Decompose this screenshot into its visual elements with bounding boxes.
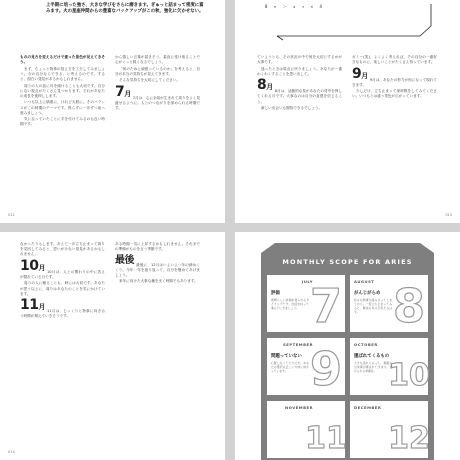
body-column-1: [20, 242, 105, 321]
month-reading: 心配しなくても大丈夫。あなたの選択は正しい方向に向かっています。: [271, 361, 309, 373]
month-reading: 色々な物事が絡み合ってしまうかも。一度立ち止まってみると、解決の糸口が見えるはず。: [354, 298, 392, 314]
paragraph: ガミー(笑)、よくよく考えれば、その自分の一番好きなものに、楽しいことがたくさん待っています。: [352, 55, 437, 65]
month-cell-july: [267, 275, 345, 332]
month-heading-7: 7月: [115, 83, 131, 100]
month-numeral-text: 9: [309, 342, 343, 396]
decorative-frame-line: [235, 0, 460, 60]
page-top-right: [235, 0, 460, 223]
month-reading: 大きな流れにのって、素敵な出来事が運ばれてきます。受け入れる準備を。: [354, 361, 392, 373]
card-notch-top: [261, 243, 434, 253]
decorative-symbols: 8 ✕ ＞ ★ ✦ ✕ 4: [265, 4, 324, 9]
paragraph: [352, 67, 437, 88]
paragraph-text: 9月は、あなたの努力が形になって現れてきます。: [352, 77, 437, 87]
month-numeral-7: [309, 278, 343, 333]
body-column-1: [20, 55, 105, 129]
month-numeral-11: [305, 404, 347, 456]
month-keyword: 運ばれてくるもの: [354, 354, 390, 359]
month-name: SEPTEMBER: [283, 342, 313, 347]
month-name: DECEMBER: [354, 405, 382, 410]
month-heading-10: 10月: [20, 257, 45, 274]
month-keyword: 評価: [271, 291, 280, 296]
paragraph-text: 11月は、じっくりと物事に向き合う時間が増えていきそうです。: [20, 309, 105, 319]
paragraph: から嬉しい言葉が届きそう。素直に受け取ることで心がぐっと軽くなるでしょう。: [115, 55, 200, 65]
paragraph: ある時期一気に上昇するかもしれません。それまでの準備がものを言う季節です。: [115, 242, 200, 252]
body-column-2: [115, 242, 200, 286]
scope-title: MONTHLY SCOPE FOR ARIES: [282, 258, 413, 266]
month-cell-august: [350, 275, 428, 332]
paragraph: 気になっていたことに手を付けてみるのも良い時期です。: [20, 117, 105, 127]
paragraph: 迷ったときは原点に戻りましょう。あなたが一番わくわくすることを思い出して。: [257, 66, 342, 76]
paragraph: [20, 259, 105, 280]
monthly-scope-card: [261, 243, 434, 460]
month-numeral-text: 11: [305, 421, 347, 456]
paragraph-text: 最後に、12月はいよいよ一年の締めくくり。今年一年を振り返って、自分を褒めてあげましょう。: [115, 262, 200, 277]
paragraph: なかったりもします。あえて一歩立ち止まって周りを見回してみると、思いがけない発見があるかもしれません。: [20, 242, 105, 257]
month-numeral-8: [392, 278, 426, 333]
month-heading-11: 11月: [20, 297, 45, 314]
body-column-2: [115, 55, 200, 113]
paragraph: まず、ちょっと物事の捉え方を工夫してみましょう。今の自分ならできる、と考えるのです。すると、面白い発見があるかもしれません。: [20, 66, 105, 82]
body-column-2: [352, 55, 437, 101]
closing-heading: 最後: [115, 254, 134, 266]
center-gutter-horizontal: [0, 223, 460, 232]
page-top-left: [0, 0, 225, 223]
month-numeral-text: 12: [388, 421, 430, 456]
month-numeral-9: [309, 341, 343, 396]
paragraph: [115, 85, 200, 111]
month-cell-october: [350, 338, 428, 395]
paragraph: いつも以上に慎重に、けれど大胆に。そのバランスがこの時期のテーマです。焦らずに一歩ずつ前へ進みましょう。: [20, 100, 105, 115]
month-cell-december: [350, 401, 428, 458]
paragraph: [20, 298, 105, 319]
month-heading-9: 9月: [352, 65, 368, 82]
paragraph: ていようとも、その状況の中で何を大切にするかが大事です。: [257, 55, 342, 65]
paragraph-text: 10月は、人との関わりの中に答えが隠れている月です。: [20, 269, 105, 279]
month-name: OCTOBER: [354, 342, 378, 347]
page-number: 012: [8, 213, 15, 217]
paragraph: 周りの人の話に耳を傾けることも大切です。自分にない視点がたくさん見つかります。それがあなたの成長を後押しします。: [20, 83, 105, 98]
paragraph: [257, 78, 342, 104]
month-reading: 素晴らしい評価を得られるタイミングです。自信を持って進んでいきましょう。: [271, 298, 309, 310]
page-number: 013: [445, 213, 452, 217]
month-numeral-text: 8: [392, 279, 426, 333]
month-cell-september: [267, 338, 345, 395]
month-name: JULY: [301, 279, 313, 284]
paragraph: 新しい出会いも期待できるでしょう。: [261, 106, 323, 111]
paragraph: 「何のために頑張っているのか」を考えると、自分の本当の気持ちが見えてきます。: [115, 66, 200, 76]
paragraph-text: 7月は、心に余裕が生まれて周りをよく見渡せるように。人とのつながりを深められる時期です。: [115, 95, 200, 111]
month-heading-8: 8月: [257, 77, 273, 94]
month-cell-november: [267, 401, 345, 458]
month-numeral-12: [388, 404, 430, 456]
intro-text: 上半期に培った強さ、大きな学びをさらに磨きます。ぎゅっと詰まって密度に富みます。火の星座仲間からの豊富なバックアップがこの秋、強化に欠かせない。: [46, 3, 204, 14]
paragraph: そんな気持ちを大切にしてください。: [119, 78, 181, 83]
month-keyword: がんじがらめ: [354, 291, 381, 296]
paragraph-text: 8月は、活動的な星があなたの背中を押してくれる月です。大事なのは自分の直感を信じること。: [257, 89, 342, 104]
paragraph: 周りの人に頼ることも、時には大切です。あなたが思う以上に、周りはあなたのことを気にかけています。: [20, 281, 105, 296]
paragraph: 少しだけ、立ち止まって深呼吸をしてみてください。いつもとは違う景色が広がっています。: [352, 89, 437, 99]
month-numeral-text: 7: [309, 279, 343, 333]
month-keyword: 問題っていない: [271, 354, 302, 359]
page-bottom-left: [0, 232, 225, 460]
month-numeral-text: 10: [388, 358, 430, 393]
month-name: AUGUST: [354, 279, 375, 284]
paragraph: [115, 254, 200, 278]
month-numeral-10: [388, 341, 430, 393]
body-column-1: [257, 55, 342, 113]
month-name: NOVEMBER: [284, 405, 313, 410]
paragraph: ものの見方を変えるだけで違った景色が見えてきそう。: [20, 55, 105, 65]
page-number: 014: [8, 450, 15, 454]
paragraph: 来年に向けた大事な種をまく時期でもあります。: [119, 279, 198, 284]
